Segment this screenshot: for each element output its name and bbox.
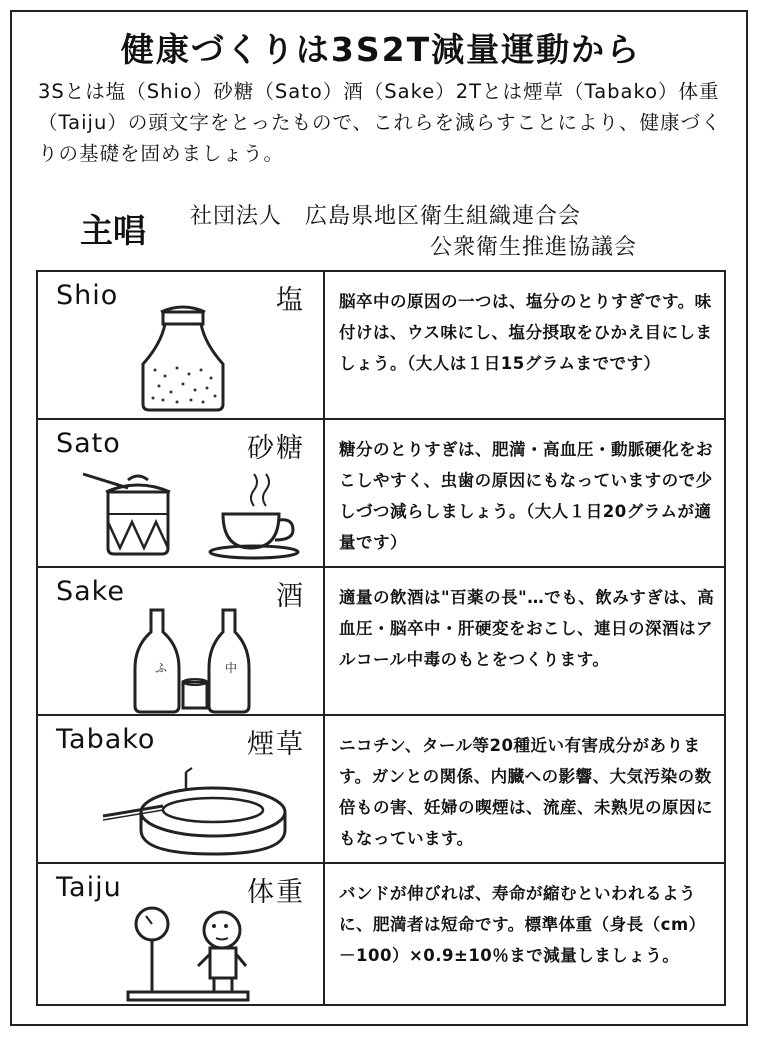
row-description: 糖分のとりすぎは、肥満・高血圧・動脈硬化をおこしやすく、虫歯の原因にもなっていますので少しづつ減らしましょう。（大人１日20グラムが適量です） bbox=[339, 440, 713, 552]
svg-text:中: 中 bbox=[225, 661, 238, 675]
row-label-cell bbox=[38, 272, 325, 418]
sponsor-label: 主唱 bbox=[80, 211, 146, 250]
row-description: バンドが伸びれば、寿命が縮むといわれるように、肥満者は短命です。標準体重（身長（cm）－100）×0.9±10％まで減量しましょう。 bbox=[339, 884, 706, 965]
svg-text:ふ: ふ bbox=[155, 661, 168, 675]
table-row-sato bbox=[38, 420, 724, 568]
row-label-cell bbox=[38, 716, 325, 862]
row-jp-label: 酒 bbox=[276, 581, 305, 612]
row-jp-label: 塩 bbox=[276, 285, 305, 316]
row-description: ニコチン、タール等20種近い有害成分があります。ガンとの関係、内臓への影響、大気汚染の数倍もの害、妊婦の喫煙は、流産、未熟児の原因にもなっています。 bbox=[339, 736, 713, 848]
sponsor-org-line1: 社団法人 広島県地区衛生組織連合会 bbox=[190, 204, 582, 229]
ashtray-cigarette-icon bbox=[98, 762, 298, 862]
table-row-shio bbox=[38, 272, 724, 420]
table-row-sake bbox=[38, 568, 724, 716]
row-description: 適量の飲酒は"百薬の長"…でも、飲みすぎは、高血圧・脳卒中・肝硬変をおこし、連日の深酒はアルコール中毒のもとをつくります。 bbox=[339, 588, 715, 669]
row-en-label: Shio bbox=[56, 280, 119, 311]
row-en-label: Sake bbox=[56, 576, 125, 607]
person-on-scale-icon bbox=[118, 902, 268, 1002]
row-jp-label: 砂糖 bbox=[247, 433, 305, 464]
poster-title: 健康づくりは3S2T減量運動から bbox=[120, 30, 642, 69]
row-jp-label: 体重 bbox=[247, 877, 305, 908]
row-en-label: Taiju bbox=[56, 872, 122, 903]
intro-paragraph: 3Sとは塩（Shio）砂糖（Sato）酒（Sake）2Tとは煙草（Tabako）体重（Taiju）の頭文字をとったもので、これらを減らすことにより、健康づくりの基礎を固めましょう。 bbox=[38, 80, 722, 165]
info-table bbox=[36, 270, 726, 1006]
row-description: 脳卒中の原因の一つは、塩分のとりすぎです。味付けは、ウス味にし、塩分摂取をひかえ目にしましょう。（大人は１日15グラムまでです） bbox=[339, 292, 713, 373]
row-label-cell bbox=[38, 864, 325, 1004]
salt-jar-icon bbox=[133, 304, 233, 414]
row-label-cell bbox=[38, 420, 325, 566]
row-jp-label: 煙草 bbox=[247, 729, 305, 760]
sugar-pot-and-teacup-icon bbox=[78, 462, 318, 562]
row-en-label: Sato bbox=[56, 428, 121, 459]
sake-bottles-icon bbox=[133, 606, 263, 716]
sponsor-org-line2: 公衆衛生推進協議会 bbox=[430, 235, 638, 260]
table-row-taiju bbox=[38, 864, 724, 1004]
row-label-cell bbox=[38, 568, 325, 714]
row-en-label: Tabako bbox=[56, 724, 156, 755]
table-row-tabako bbox=[38, 716, 724, 864]
